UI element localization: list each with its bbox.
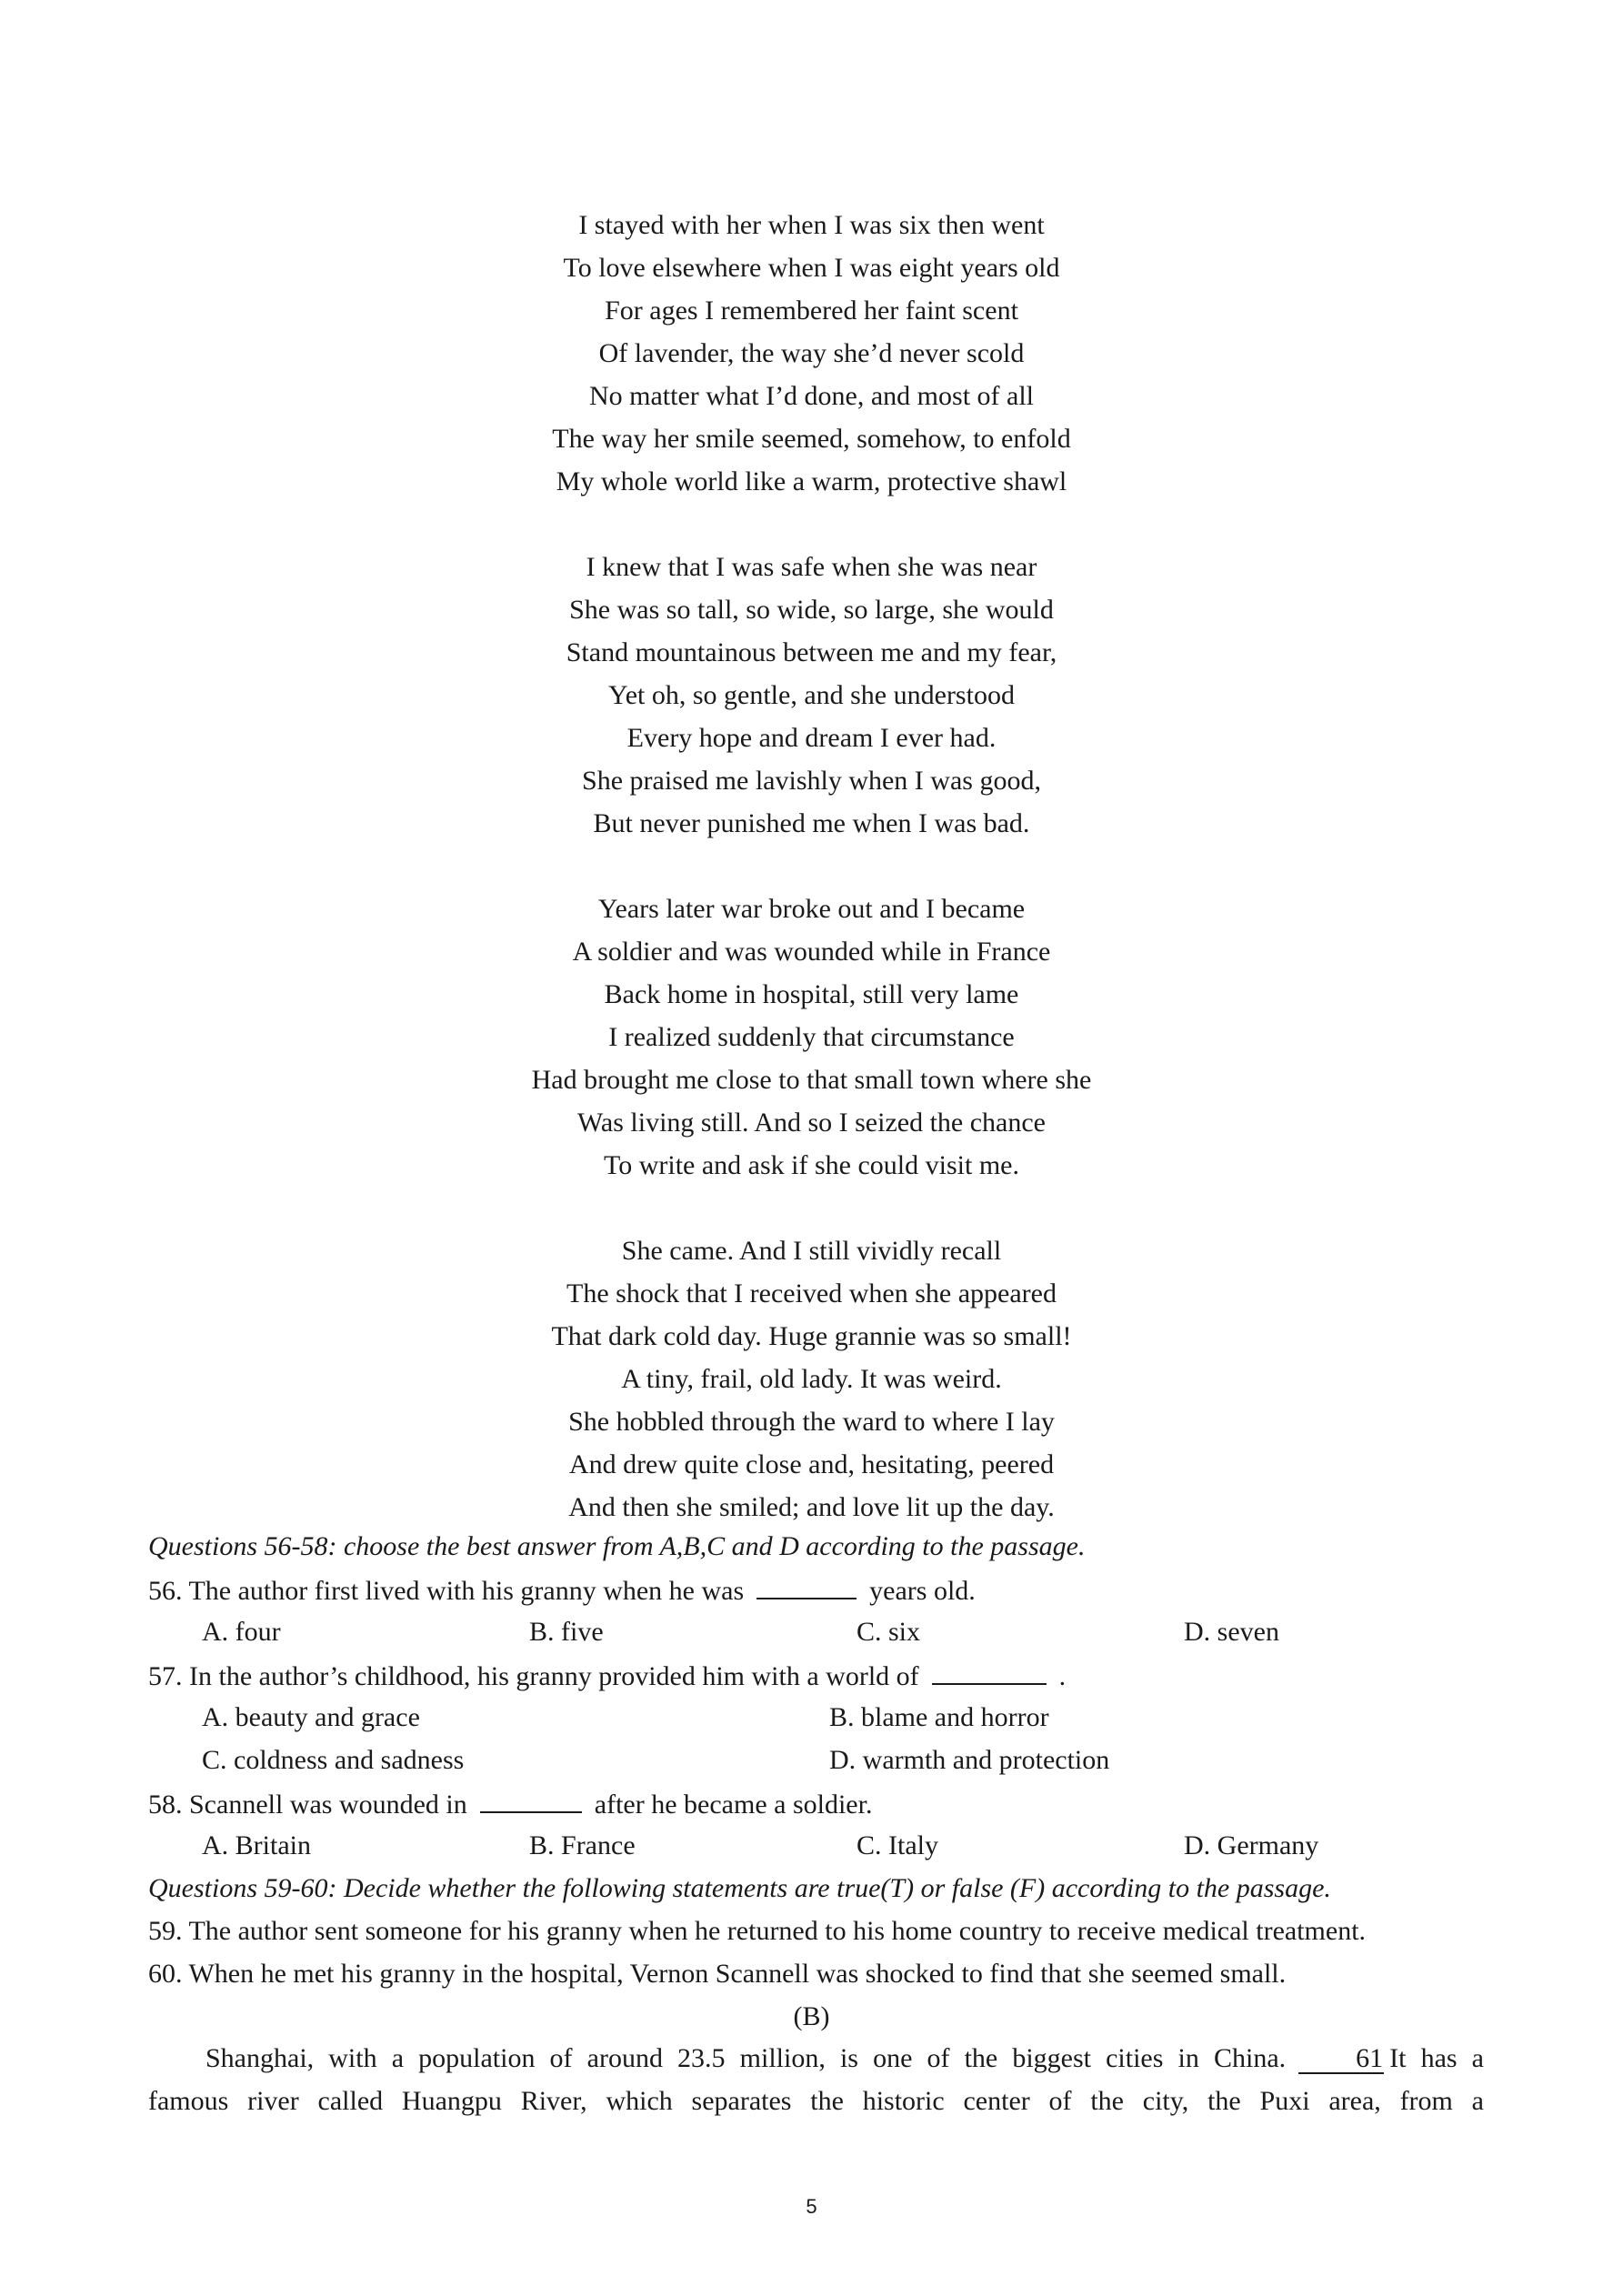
stanza-gap [0,503,1623,546]
option-56-d[interactable]: D. seven [1184,1617,1279,1647]
statement-60: 60. When he met his granny in the hospital, Vernon Scannell was shocked to find that she seemed small. [148,1959,1287,1989]
answer-blank-58[interactable] [480,1790,582,1813]
question-58-text: 58. Scannell was wounded in [148,1790,467,1820]
passage-b-text-tail: It has a [1389,2043,1484,2073]
answer-blank-56[interactable] [756,1576,857,1599]
poem-line: Back home in hospital, still very lame [604,979,1019,1009]
poem-line: A tiny, frail, old lady. It was weird. [621,1364,1002,1394]
option-57-b[interactable]: B. blame and horror [829,1702,1049,1732]
poem-line: For ages I remembered her faint scent [605,296,1018,326]
poem-line: My whole world like a warm, protective shawl [556,466,1067,496]
stanza-gap [0,845,1623,887]
passage-b-text: Shanghai, with a population of around 23.5 million, is one of the biggest cities in China. [205,2043,1287,2073]
question-58-tail: after he became a soldier. [594,1790,873,1820]
option-57-a[interactable]: A. beauty and grace [202,1702,420,1732]
poem-line: Of lavender, the way she’d never scold [598,338,1025,368]
stanza-1 [0,204,1623,503]
poem-line: The shock that I received when she appeared [566,1278,1057,1308]
poem-line: But never punished me when I was bad. [593,808,1030,838]
poem-line: That dark cold day. Huge grannie was so small! [551,1321,1072,1351]
poem-line: I knew that I was safe when she was near [586,552,1037,582]
poem [0,204,1623,1529]
passage-b-line-1 [148,2037,1484,2080]
stanza-3 [0,887,1623,1187]
page-number: 5 [806,2195,817,2218]
option-58-a[interactable]: A. Britain [202,1830,311,1860]
poem-line: Yet oh, so gentle, and she understood [608,680,1015,710]
poem-line: Was living still. And so I seized the chance [577,1108,1046,1138]
option-58-d[interactable]: D. Germany [1184,1830,1319,1860]
stanza-gap [0,1187,1623,1229]
option-58-c[interactable]: C. Italy [857,1830,938,1860]
statement-59: 59. The author sent someone for his granny when he returned to his home country to receive medical treatment. [148,1916,1367,1946]
poem-line: Had brought me close to that small town where she [531,1065,1092,1095]
answer-blank-57[interactable] [932,1661,1047,1685]
option-58-b[interactable]: B. France [529,1830,636,1860]
option-57-d[interactable]: D. warmth and protection [829,1745,1110,1775]
poem-line: Stand mountainous between me and my fear, [566,637,1057,667]
poem-line: She came. And I still vividly recall [621,1236,1002,1266]
option-56-b[interactable]: B. five [529,1617,604,1647]
question-56 [148,1576,976,1605]
poem-line: She hobbled through the ward to where I lay [568,1407,1055,1437]
question-56-text: 56. The author first lived with his granny when he was [148,1576,745,1606]
poem-line: I stayed with her when I was six then went [578,210,1045,240]
blank-61[interactable]: 61 [1298,2045,1384,2074]
poem-line: Years later war broke out and I became [597,894,1026,924]
option-56-c[interactable]: C. six [857,1617,921,1647]
question-58 [148,1790,872,1819]
poem-line: To write and ask if she could visit me. [604,1150,1019,1180]
poem-line: And drew quite close and, hesitating, peered [568,1449,1055,1479]
stanza-2 [0,546,1623,845]
option-57-c[interactable]: C. coldness and sadness [202,1745,465,1775]
section-b-label: (B) [793,2001,830,2031]
option-56-a[interactable]: A. four [202,1617,281,1647]
instruction-59-60: Questions 59-60: Decide whether the following statements are true(T) or false (F) according to the passage. [148,1873,1331,1903]
poem-line: And then she smiled; and love lit up the day. [568,1492,1055,1522]
poem-line: She praised me lavishly when I was good, [582,766,1041,796]
poem-line: A soldier and was wounded while in France [572,937,1051,967]
question-56-tail: years old. [869,1576,976,1606]
question-57-tail: . [1058,1661,1067,1691]
poem-line: To love elsewhere when I was eight years old [563,253,1060,283]
poem-line: No matter what I’d done, and most of all [588,381,1035,411]
question-57 [148,1661,1066,1690]
poem-line: She was so tall, so wide, so large, she would [569,595,1054,625]
question-57-text: 57. In the author’s childhood, his granny provided him with a world of [148,1661,919,1691]
instruction-56-58: Questions 56-58: choose the best answer from A,B,C and D according to the passage. [148,1531,1086,1561]
stanza-4 [0,1229,1623,1529]
poem-line: The way her smile seemed, somehow, to enfold [552,424,1071,454]
poem-line: Every hope and dream I ever had. [626,723,997,753]
poem-line: I realized suddenly that circumstance [608,1022,1015,1052]
passage-b-line-2: famous river called Huangpu River, which separates the historic center of the city, the Puxi area, from a [148,2086,1484,2116]
